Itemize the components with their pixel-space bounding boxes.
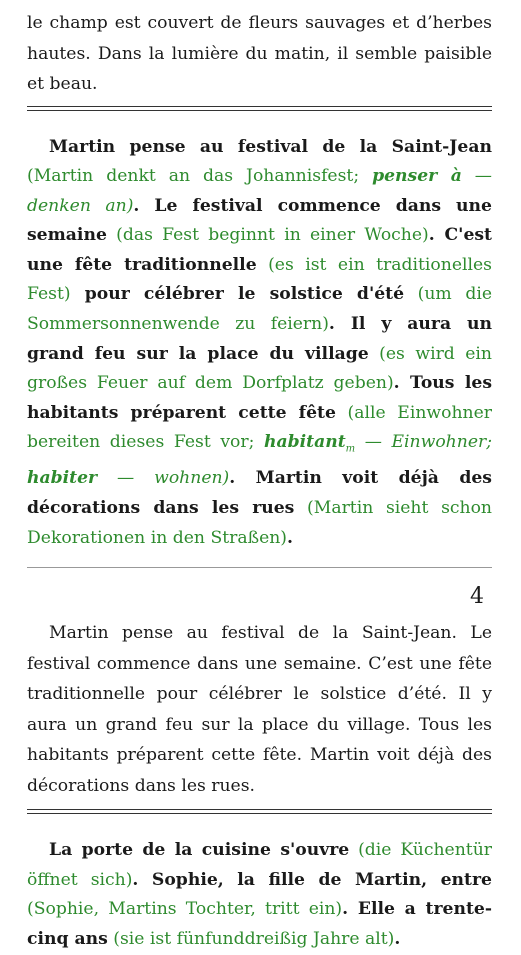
de-translation: (um die Sommersonnenwende zu feiern) — [27, 284, 492, 335]
de-translation: (das Fest beginnt in einer Woche) — [106, 225, 429, 246]
keyword: habiter — [27, 468, 98, 489]
keyword: habitant — [263, 432, 346, 453]
thin-divider — [27, 567, 492, 568]
fr-sentence: Tous les habitants préparent cette fête — [27, 373, 493, 423]
text-block-intro — [27, 0, 492, 100]
french-paragraph: Martin pense au festival de la Saint-Jean. Le festival commence dans une semaine. C’est une fête traditionnelle pour célébrer le solstice d’été. Il y aura un grand feu sur la place du village. Tous les habitants préparent cette fête. Martin voit déjà des décorations dans les rues. — [27, 623, 492, 796]
de-translation: (die Küchentür öffnet sich) — [27, 840, 492, 890]
intro-line-2: Dans la lumière du matin, il semble paisible et beau. — [27, 43, 492, 94]
fr-sentence: Elle a trente-cinq ans — [27, 899, 492, 950]
fr-sentence: Le festival commence dans une semaine — [27, 195, 492, 246]
de-translation: (Martin sieht schon Dekorationen in den Straßen) — [27, 498, 493, 548]
fr-sentence: Il y aura un grand feu sur la place du village — [27, 314, 492, 364]
de-translation: (Sophie, Martins Tochter, tritt ein) — [27, 899, 343, 920]
bilingual-paragraph: Martin pense au festival de la Saint-Jean (Martin denkt an das Johannisfest; penser à — denken an). Le festival commence dans une semaine (das Fest beginnt in einer Woche). C'est une fête traditionnelle (es ist ein traditionelles Fest) pour célébrer le solstice d'été (um die Sommersonnenwende zu feiern). Il y aura un grand feu sur la place du village (es wird ein großes Feuer auf dem Dorfplatz geben). Tous les habitants préparent cette fête (alle Einwohner bereiten dieses Fest vor; habitant$_m$ — Einwohner; habiter — wohnen). Martin voit déjà des décorations dans les rues (Martin sieht schon Dekorationen in den Straßen). — [27, 136, 493, 548]
fr-sentence: La porte de la cuisine s'ouvre — [49, 840, 350, 861]
page-number: 4 — [470, 584, 484, 610]
de-translation: (sie ist fünfunddreißig Jahre alt) — [107, 929, 395, 950]
bilingual-paragraph: La porte de la cuisine s'ouvre (die Küchentür öffnet sich). Sophie, la fille de Martin, entre (Sophie, Martins Tochter, tritt ein). Elle a trente-cinq ans (sie ist fünfunddreißig Jahre alt). — [27, 840, 492, 950]
double-divider — [27, 106, 492, 111]
fr-sentence: pour célébrer le solstice d'été — [70, 284, 405, 305]
de-translation: (es ist ein traditionelles Fest) — [27, 254, 492, 305]
double-divider — [27, 809, 492, 814]
keyword: penser à — [372, 166, 462, 187]
fr-sentence: Martin pense au festival de la Saint-Jean — [49, 136, 492, 157]
fr-sentence: Martin voit déjà des décorations dans les rues — [27, 468, 492, 519]
fr-sentence: C'est une fête traditionnelle — [27, 225, 492, 275]
fr-sentence: Sophie, la fille de Martin, entre — [138, 869, 492, 890]
intro-line-1: le champ est couvert de fleurs sauvages et d’herbes hautes. — [27, 13, 492, 64]
de-translation: (es wird ein großes Feuer auf dem Dorfplatz geben) — [27, 343, 492, 394]
de-translation: (alle Einwohner bereiten dieses Fest vor; habitant$_m$ — Einwohner; habiter — wohnen) — [27, 402, 493, 489]
de-translation: (Martin denkt an das Johannisfest; penser à — denken an) — [27, 166, 492, 216]
